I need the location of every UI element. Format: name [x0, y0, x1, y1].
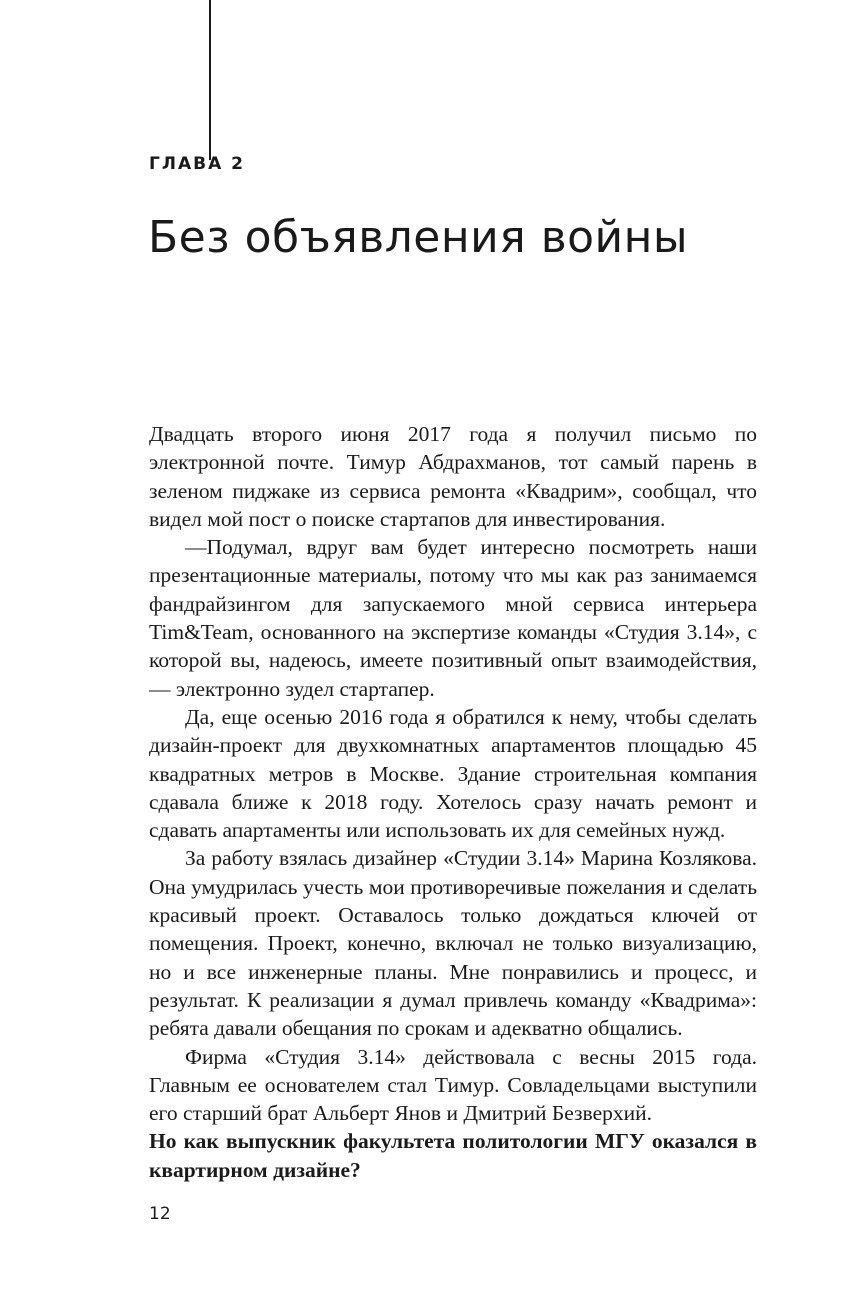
paragraph: Да, еще осенью 2016 года я обратился к нему, чтобы сделать дизайн-проект для двухкомнатных апартаментов площадью 45 квадратных метров в Москве. Здание строительная компания сдавала ближе к 2018 году. Хотелось сразу начать ремонт и сдавать апартаменты или использовать их для семейных нужд.	[149, 704, 757, 843]
paragraph: За работу взялась дизайнер «Студии 3.14» Марина Козлякова. Она умудрилась учесть мои противоречивые пожелания и сделать красивый проект. Оставалось только дождаться ключей от помещения. Проект, конечно, включал не только визуализацию, но и все инженерные планы. Мне понравились и процесс, и результат. К реализации я думал привлечь команду «Квадрима»: ребята давали обещания по срокам и адекватно общались.	[149, 846, 757, 1041]
paragraph: Фирма «Студия 3.14» действовала с весны 2015 года. Главным ее основателем стал Тимур. Совладельцами выступили его старший брат Альберт Янов и Дмитрий Безверхий.	[149, 1044, 757, 1126]
bold-question: Но как выпускник факультета политологии МГУ оказался в квартирном дизайне?	[149, 1129, 757, 1182]
paragraph: —Подумал, вдруг вам будет интересно посмотреть наши презентационные материалы, потому что мы как раз занимаемся фандрайзингом для запускаемого мной сервиса интерьера Tim&Team, основанного на экспертизе команды «Студия 3.14», с которой вы, надеюсь, имеете позитивный опыт взаимодействия, — электронно зудел стартапер.	[149, 535, 757, 701]
page-number: 12	[149, 1204, 171, 1224]
decorative-vertical-line	[209, 0, 211, 160]
body-text	[149, 420, 757, 1184]
paragraph: Двадцать второго июня 2017 года я получил письмо по электронной почте. Тимур Абдрахманов, тот самый парень в зеленом пиджаке из сервиса ремонта «Квадрим», сообщал, что видел мой пост о поиске стартапов для инвестирования.	[149, 422, 757, 531]
chapter-label: ГЛАВА 2	[149, 154, 245, 174]
chapter-title: Без объявления войны	[148, 212, 689, 263]
